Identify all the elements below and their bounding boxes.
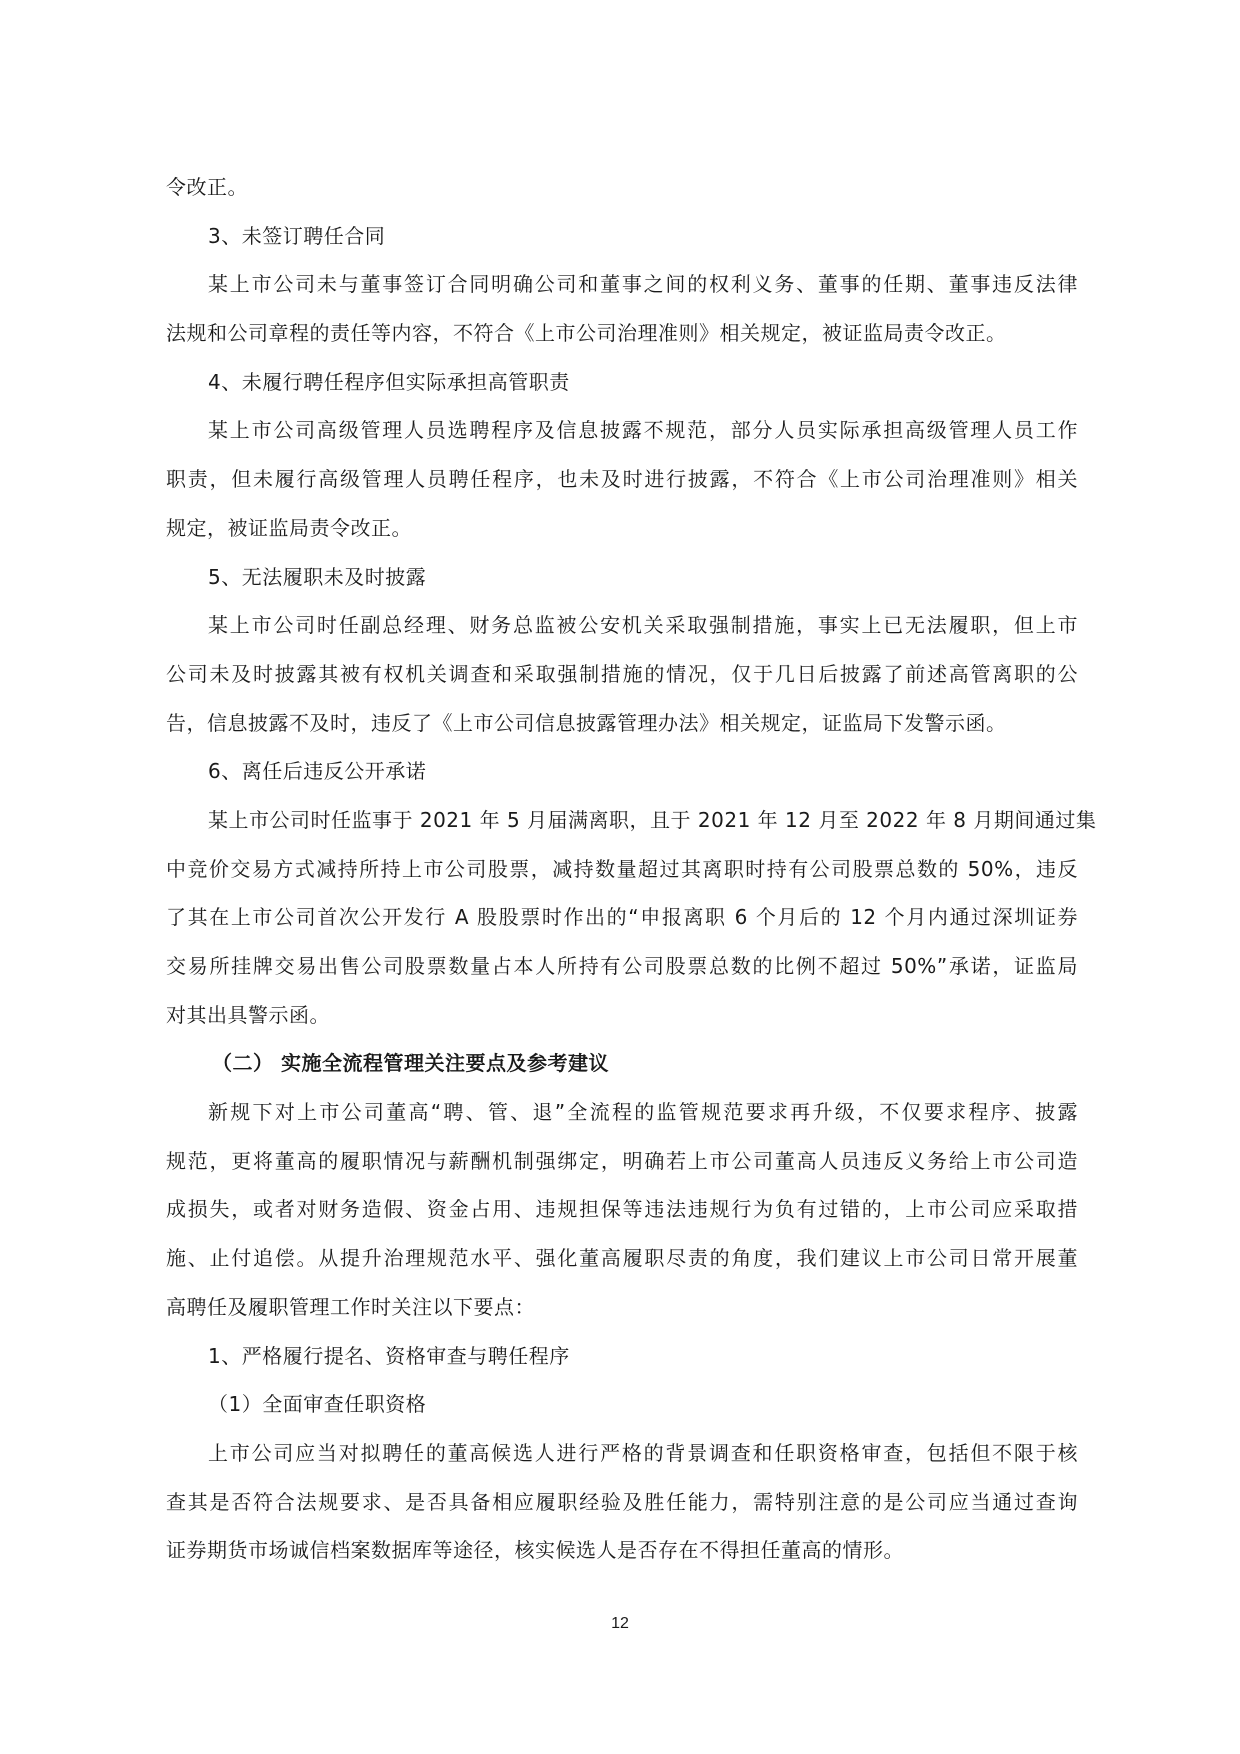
paragraph-line: 职责，但未履行高级管理人员聘任程序，也未及时进行披露，不符合《上市公司治理准则》相关 [166, 467, 1078, 492]
paragraph-line: 规定，被证监局责令改正。 [166, 515, 412, 540]
paragraph-line: 令改正。 [166, 175, 248, 199]
paragraph-line: 新规下对上市公司董高“聘、管、退”全流程的监管规范要求再升级，不仅要求程序、披露 [208, 1100, 1078, 1125]
paragraph-line: 某上市公司未与董事签订合同明确公司和董事之间的权利义务、董事的任期、董事违反法律 [208, 272, 1078, 297]
paragraph-line: 某上市公司时任监事于 2021 年 5 月届满离职，且于 2021 年 12 月至 2022 年 8 月期间通过集 [208, 807, 1097, 832]
section-heading: （二） 实施全流程管理关注要点及参考建议 [212, 1051, 609, 1076]
subheading: 1、严格履行提名、资格审查与聘任程序 [208, 1343, 570, 1368]
paragraph-line: 某上市公司时任副总经理、财务总监被公安机关采取强制措施，事实上已无法履职，但上市 [208, 613, 1078, 638]
document-body [166, 163, 1097, 1575]
paragraph-line: 法规和公司章程的责任等内容，不符合《上市公司治理准则》相关规定，被证监局责令改正。 [166, 321, 1007, 346]
paragraph-line: 规范，更将董高的履职情况与薪酬机制强绑定，明确若上市公司董高人员违反义务给上市公司造 [166, 1148, 1078, 1173]
paragraph-line: 了其在上市公司首次公开发行 A 股股票时作出的“申报离职 6 个月后的 12 个月内通过深圳证券 [166, 905, 1078, 930]
subheading: （1）全面审查任职资格 [208, 1392, 427, 1417]
subheading: 4、未履行聘任程序但实际承担高管职责 [208, 369, 570, 394]
paragraph-line: 证券期货市场诚信档案数据库等途径，核实候选人是否存在不得担任董高的情形。 [166, 1538, 904, 1563]
paragraph-line: 施、止付追偿。从提升治理规范水平、强化董高履职尽责的角度，我们建议上市公司日常开展董 [166, 1246, 1078, 1271]
subheading: 5、无法履职未及时披露 [208, 564, 427, 589]
paragraph-line: 高聘任及履职管理工作时关注以下要点： [166, 1294, 535, 1319]
paragraph-line: 某上市公司高级管理人员选聘程序及信息披露不规范，部分人员实际承担高级管理人员工作 [208, 418, 1078, 443]
paragraph-line: 告，信息披露不及时，违反了《上市公司信息披露管理办法》相关规定，证监局下发警示函。 [166, 710, 1007, 735]
paragraph-line: 查其是否符合法规要求、是否具备相应履职经验及胜任能力，需特别注意的是公司应当通过查询 [166, 1489, 1078, 1514]
paragraph-line: 公司未及时披露其被有权机关调查和采取强制措施的情况，仅于几日后披露了前述高管离职的公 [166, 661, 1078, 686]
page-number: 12 [611, 1615, 629, 1632]
paragraph-line: 中竞价交易方式减持所持上市公司股票，减持数量超过其离职时持有公司股票总数的 50%，违反 [166, 856, 1078, 881]
subheading: 3、未签订聘任合同 [208, 223, 386, 248]
paragraph-line: 成损失，或者对财务造假、资金占用、违规担保等违法违规行为负有过错的，上市公司应采取措 [166, 1197, 1078, 1222]
paragraph-line: 对其出具警示函。 [166, 1002, 330, 1027]
paragraph-line: 交易所挂牌交易出售公司股票数量占本人所持有公司股票总数的比例不超过 50%”承诺，证监局 [166, 954, 1078, 978]
paragraph-line: 上市公司应当对拟聘任的董高候选人进行严格的背景调查和任职资格审查，包括但不限于核 [208, 1440, 1078, 1465]
subheading: 6、离任后违反公开承诺 [208, 759, 427, 784]
